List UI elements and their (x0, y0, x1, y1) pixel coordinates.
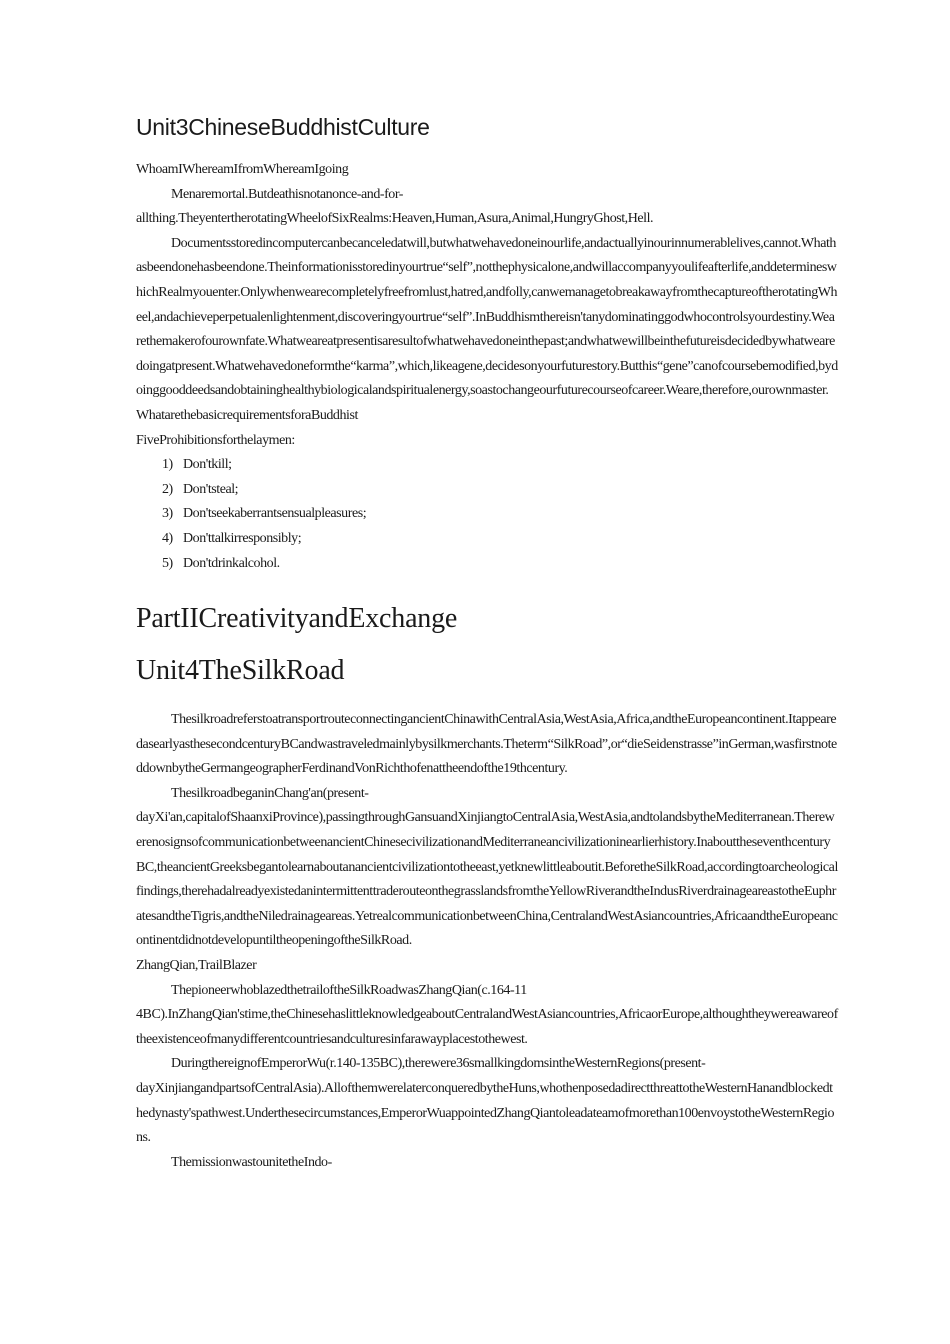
unit3-subheading: WhoamIWhereamIfromWhereamIgoing (136, 162, 349, 177)
unit3-title: Unit3ChineseBuddhistCulture (136, 114, 430, 140)
prohibitions-heading: FiveProhibitionsforthelaymen: (136, 432, 295, 448)
list-number: 2) (162, 481, 173, 497)
unit4-para3-line1: ThepioneerwhoblazedthetrailoftheSilkRoadwasZhangQian(c.164-11 (171, 982, 527, 998)
list-text: Don'tdrinkalcohol. (183, 555, 280, 571)
list-item (136, 552, 838, 577)
list-number: 5) (162, 555, 173, 571)
list-number: 1) (162, 457, 173, 473)
unit4-para4-rest: dayXinjiangandpartsofCentralAsia).AllofthemwerelaterconqueredbytheHuns,whothenposedadirectthreattotheWesternHanandblockedthedynasty'spathwest.Underthesecircumstances,EmperorWuappointedZhangQiantoleadateamofmorethan100envoystotheWesternRegions. (136, 1080, 835, 1146)
unit3-para1-line2: allthing.TheyentertherotatingWheelofSixRealms:Heaven,Human,Asura,Animal,HungryGhost,Hell. (136, 211, 654, 227)
unit4-body (136, 708, 838, 1175)
list-item (136, 453, 838, 478)
list-item (136, 502, 838, 527)
unit3-para1-line1: Menaremortal.Butdeathisnotanonce-and-for- (171, 186, 404, 202)
part-title: PartIICreativityandExchange (136, 603, 458, 634)
unit4-para2-rest: dayXi'an,capitalofShaanxiProvince),passingthroughGansuandXinjiangtoCentralAsia,WestAsia,andtolandsbytheMediterranean.TherewerenosignsofcommunicationbetweenancientChinesecivilizationandMediterraneancivilizationinearlierhistory.InabouttheseventhcenturyBC,theancientGreeksbegantolearnaboutanancientcivilizationtotheeast,yetknewlittleaboutit.BeforetheSilkRoad,accordingtoarcheologicalfindings,therehadalreadyexistedanintermittenttraderouteonthegrasslandsfromtheYellowRiverandtheIndusRiverdrainageareastotheEuphratesandtheTigris,andtheNiledrainageareas.YetrealcommunicationbetweenChina,CentralandWestAsiancountries,AfricaandtheEuropeancontinentdidnotdevelopuntiltheopeningoftheSilkRoad. (136, 810, 838, 949)
unit4-para4-line1: DuringthereignofEmperorWu(r.140-135BC),therewere36smallkingdomsintheWesternRegions(present- (171, 1056, 706, 1072)
unit4-para2-line1: ThesilkroadbeganinChang'an(present- (171, 785, 369, 801)
list-item (136, 527, 838, 552)
list-text: Don'ttalkirresponsibly; (183, 530, 302, 546)
unit4-para3-rest: 4BC).InZhangQian'stime,theChinesehaslittleknowledgeaboutCentralandWestAsiancountries,AfricaorEurope,althoughtheywereawareoftheexistenceofmanydifferentcountriesandculturesinfarawayplacestothewest. (136, 1007, 838, 1047)
unit4-title: Unit4TheSilkRoad (136, 655, 345, 686)
prohibitions-list (136, 453, 838, 576)
list-item (136, 478, 838, 503)
list-number: 4) (162, 530, 173, 546)
unit4-para1: ThesilkroadreferstoatransportrouteconnectingancientChinawithCentralAsia,WestAsia,Africa,andtheEuropeancontinent.ItappearedasearlyasthesecondcenturyBCandwastraveledmainlybysilkmerchants.Theterm“SilkRoad”,or“dieSeidenstrasse”inGerman,wasfirstnoteddownbytheGermangeographerFerdinandVonRichthofenattheendofthe19thcentury. (136, 712, 837, 777)
list-number: 3) (162, 506, 173, 522)
unit4-subheading: ZhangQian,TrailBlazer (136, 957, 257, 973)
list-text: Don'tkill; (183, 457, 232, 473)
unit4-para5: ThemissionwastounitetheIndo- (171, 1154, 332, 1170)
list-text: Don'tseekaberrantsensualpleasures; (183, 506, 367, 522)
unit3-body (136, 158, 838, 576)
unit3-para2: Documentsstoredincomputercanbecanceledatwill,butwhatwehavedoneinourlife,andactuallyinourinnumerablelives,cannot.Whathasbeendonehasbeendone.Theinformationisstoredinyourtrue“self”,notthephysicalone,andwillaccompanyyoulifeafterlife,anddetermineswhichRealmyouenter.Onlywhenwearecompletelyfreefromlust,hatred,andfolly,canwemanagetobreakawayfromthecaptureoftherotatingWheel,andachieveperpetualenlightenment,discoveringyourtrue“self”.InBuddhismthereisn'tanydominatinggodwhocontrolsyourdestiny.Wearethemakerofourownfate.Whatweareatpresentisaresultofwhatwehavedoneinthepast;andwhatwewillbeinthefutureisdecidedbywhatwearedoingatpresent.Whatwehavedoneformthe“karma”,which,likeagene,decidesonyourfuturestory.Butthis“gene”canofcoursebemodified,bydoinggooddeedsandobtaininghealthybiologicalandspiritualenergy,soastochangeourfuturecourseofcareer.Weare,therefore,ourownmaster.WhatarethebasicrequirementsforaBuddhist (136, 235, 838, 423)
list-text: Don'tsteal; (183, 481, 239, 497)
